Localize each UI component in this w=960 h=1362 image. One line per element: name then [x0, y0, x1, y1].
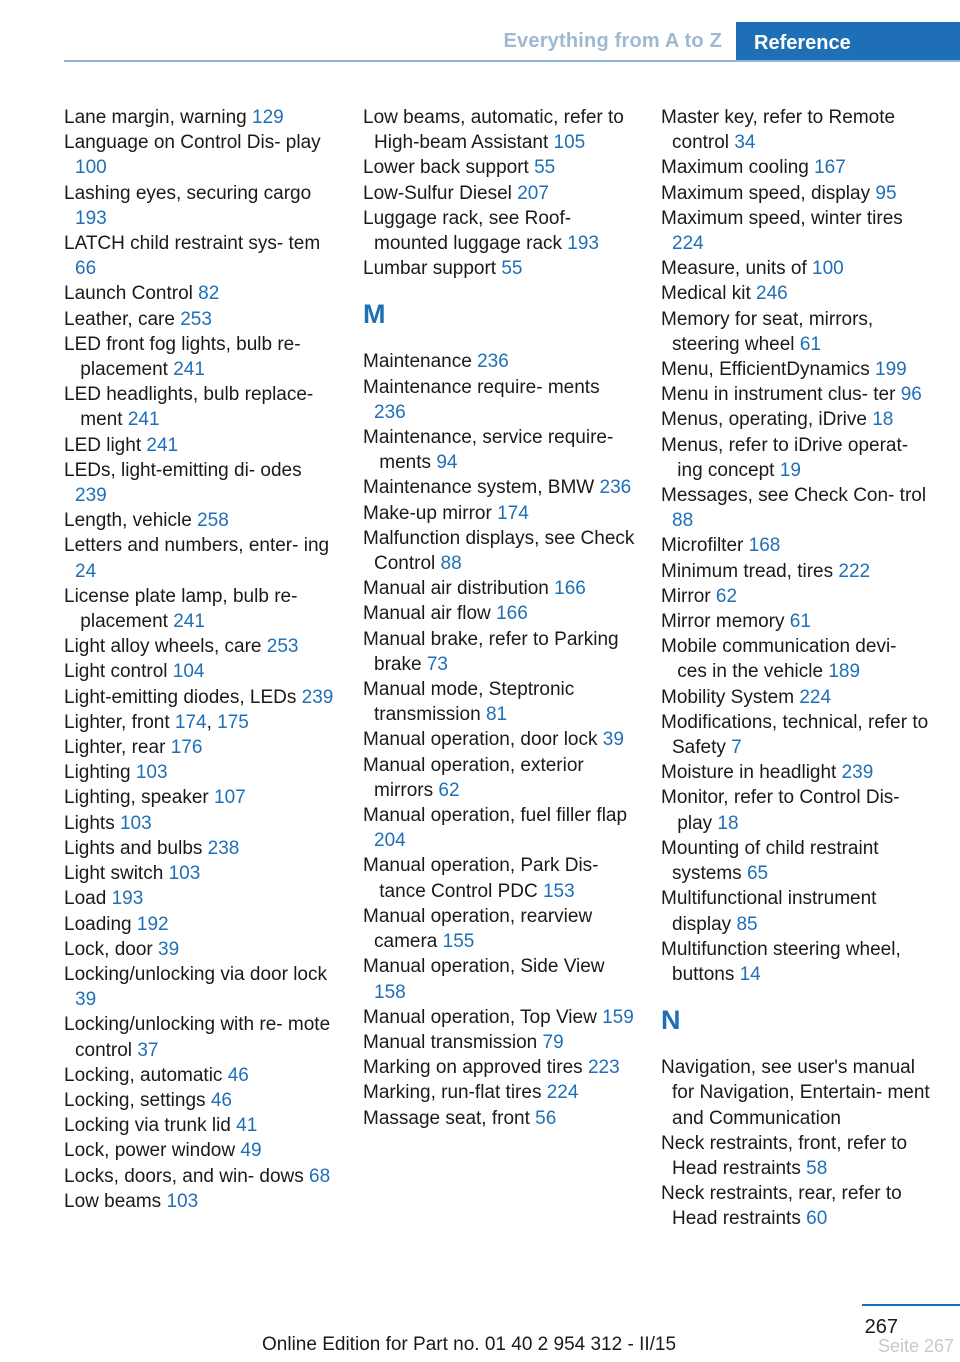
- page-reference-link[interactable]: 81: [485, 704, 508, 726]
- page-reference-link[interactable]: 100: [812, 258, 844, 280]
- index-entry-text: Menus, operating, iDrive: [661, 409, 867, 431]
- index-column-3: [661, 105, 931, 1232]
- index-entry-text: Maintenance: [363, 351, 472, 373]
- page-reference-link[interactable]: 39: [158, 938, 180, 960]
- index-entry-text: Maintenance, service require‐ ments: [363, 427, 614, 474]
- index-entry: [661, 105, 931, 155]
- index-entry: [363, 526, 635, 576]
- index-entry-text: Manual brake, refer to Parking brake: [363, 628, 619, 675]
- page-reference-link[interactable]: 95: [875, 182, 897, 204]
- index-entry-text: Lumbar support: [363, 258, 497, 280]
- page-header: [0, 0, 960, 62]
- index-entry: [661, 634, 931, 684]
- index-entry-text: Microfilter: [661, 535, 744, 557]
- index-entry-text: Monitor, refer to Control Dis‐ play: [661, 787, 900, 834]
- index-entry: [661, 836, 931, 886]
- page-reference-link[interactable]: 174: [497, 502, 529, 524]
- index-entry: [363, 1055, 635, 1080]
- index-entry: [363, 904, 635, 954]
- index-entry: [363, 576, 635, 601]
- index-entry-text: Locking, automatic: [64, 1064, 223, 1086]
- index-entry: [64, 912, 336, 937]
- page-reference-link[interactable]: 103: [168, 863, 201, 885]
- index-entry: [363, 803, 635, 853]
- index-entry-text: Maintenance system, BMW: [363, 477, 595, 499]
- index-entry: [661, 760, 931, 785]
- page-reference-link[interactable]: 96: [900, 384, 922, 406]
- index-entry-text: Lighting, speaker: [64, 787, 209, 809]
- index-entry: [64, 659, 336, 684]
- index-entry-text: Moisture in headlight: [661, 762, 837, 784]
- index-entry-text: Loading: [64, 913, 132, 935]
- index-entry-text: Marking on approved tires: [363, 1057, 583, 1079]
- page-reference-link[interactable]: 236: [374, 401, 406, 423]
- index-entry: [64, 332, 336, 382]
- page-reference-link[interactable]: 88: [440, 553, 462, 575]
- index-entry-text: Manual air distribution: [363, 578, 549, 600]
- page-reference-link[interactable]: 199: [875, 359, 907, 381]
- page-reference-link[interactable]: 7: [731, 737, 742, 759]
- index-entry-text: LEDs, light-emitting di‐ odes: [64, 459, 302, 481]
- index-entry: [64, 1113, 336, 1138]
- page-reference-link[interactable]: 41: [236, 1115, 258, 1137]
- index-entry-text: Manual air flow: [363, 603, 491, 625]
- edition-footer: Online Edition for Part no. 01 40 2 954 312 - II/15: [262, 1334, 677, 1355]
- index-entry-text: Letters and numbers, enter‐ ing: [64, 535, 330, 557]
- index-entry-text: Mirror: [661, 585, 711, 607]
- index-entry-text: Lock, door: [64, 938, 153, 960]
- index-entry: [363, 105, 635, 155]
- index-entry: [661, 937, 931, 987]
- index-entry-text: Menus, refer to iDrive operat‐ ing concept: [661, 434, 909, 481]
- page-reference-link[interactable]: 49: [240, 1140, 262, 1162]
- header-divider: [64, 60, 960, 62]
- page-reference-link[interactable]: 60: [806, 1208, 828, 1230]
- watermark: Seite 267: [877, 1336, 954, 1356]
- index-entry: [64, 1063, 336, 1088]
- page-reference-link[interactable]: 46: [227, 1064, 249, 1086]
- index-entry-text: Modifications, technical, refer to Safety: [661, 711, 929, 759]
- page-reference-link[interactable]: 37: [137, 1039, 159, 1061]
- index-column-1: [64, 105, 336, 1214]
- page-reference-link[interactable]: 236: [599, 477, 632, 499]
- index-entry: [64, 458, 336, 508]
- index-entry: [661, 357, 931, 382]
- index-entry: [64, 130, 336, 180]
- page-reference-link[interactable]: 153: [542, 880, 575, 902]
- index-entry: [64, 281, 336, 306]
- index-entry-text: LED light: [64, 434, 142, 456]
- page-reference-link[interactable]: 253: [180, 308, 212, 330]
- index-entry: [661, 1055, 931, 1131]
- page-reference-link[interactable]: 193: [75, 207, 107, 229]
- index-entry-text: Launch Control: [64, 283, 193, 305]
- index-entry: [363, 425, 635, 475]
- index-entry-text: License plate lamp, bulb re‐ placement: [64, 585, 298, 633]
- index-entry-text: Mobility System: [661, 686, 795, 708]
- index-entry-text: Low-Sulfur Diesel: [363, 182, 512, 204]
- page-reference-link[interactable]: 103: [119, 812, 152, 834]
- index-entry: [64, 584, 336, 634]
- page-reference-link[interactable]: 239: [301, 686, 334, 708]
- page-reference-link[interactable]: 241: [146, 434, 179, 456]
- index-entry-text: Manual operation, Side View: [363, 956, 605, 978]
- index-entry-text: Malfunction displays, see Check Control: [363, 527, 635, 575]
- index-entry: [363, 501, 635, 526]
- index-entry: [64, 760, 336, 785]
- index-entry-text: Lighter, rear: [64, 737, 166, 759]
- index-entry: [661, 533, 931, 558]
- index-entry-text: Manual operation, fuel filler flap: [363, 805, 628, 827]
- index-entry: [661, 382, 931, 407]
- index-entry: [64, 1164, 336, 1189]
- page-reference-link[interactable]: 66: [75, 258, 97, 280]
- index-entry: [64, 1088, 336, 1113]
- index-entry: [363, 475, 635, 500]
- index-entry: [363, 1080, 635, 1105]
- index-entry: [64, 685, 336, 710]
- page-reference-link[interactable]: 18: [872, 409, 894, 431]
- index-entry-text: Locking via trunk lid: [64, 1115, 231, 1137]
- index-entry: [363, 627, 635, 677]
- index-entry-text: Multifunction steering wheel, buttons: [661, 938, 901, 985]
- index-entry-text: Locks, doors, and win‐ dows: [64, 1165, 304, 1187]
- page-reference-link[interactable]: 19: [779, 459, 801, 481]
- index-entry-text: Memory for seat, mirrors, steering wheel: [661, 308, 874, 355]
- page-reference-link[interactable]: 100: [75, 157, 107, 179]
- page-reference-link[interactable]: 58: [806, 1157, 828, 1179]
- page-reference-link[interactable]: 222: [838, 560, 871, 582]
- reference-tab: [736, 22, 960, 62]
- index-entry: [363, 753, 635, 803]
- page-reference-link[interactable]: 79: [542, 1031, 564, 1053]
- index-entry: [363, 1005, 635, 1030]
- reference-tab-label: Reference: [754, 32, 851, 54]
- page-reference-link[interactable]: 65: [746, 863, 769, 885]
- page-reference-link[interactable]: 103: [135, 762, 168, 784]
- index-entry-text: Manual operation, Park Dis‐ tance Control PDC: [363, 855, 599, 902]
- index-entry-text: Language on Control Dis‐ play: [64, 132, 321, 154]
- page-reference-link[interactable]: 55: [501, 258, 523, 280]
- page-reference-link[interactable]: 193: [111, 888, 144, 910]
- page-reference-link[interactable]: 241: [127, 409, 160, 431]
- index-entry: [64, 785, 336, 810]
- page-reference-link[interactable]: 103: [166, 1190, 199, 1212]
- page-reference-link[interactable]: 34: [734, 132, 756, 154]
- index-entry-text: LATCH child restraint sys‐ tem: [64, 233, 321, 255]
- index-entry-text: Manual operation, Top View: [363, 1006, 597, 1028]
- index-entry: [363, 181, 635, 206]
- page-reference-link[interactable]: 159: [602, 1006, 634, 1028]
- page-reference-link[interactable]: 61: [799, 333, 821, 355]
- index-entry: [363, 727, 635, 752]
- index-entry-text: Medical kit: [661, 283, 751, 305]
- page-reference-link[interactable]: 239: [75, 485, 107, 507]
- index-entry-text: Mirror memory: [661, 611, 785, 633]
- index-entry-text: Menu, EfficientDynamics: [661, 359, 870, 381]
- index-entry-text: Marking, run-flat tires: [363, 1082, 542, 1104]
- index-entry-text: Light switch: [64, 863, 164, 885]
- index-entry-text: LED front fog lights, bulb re‐ placement: [64, 333, 301, 381]
- page-reference-link[interactable]: 204: [374, 830, 406, 852]
- index-entry: [64, 735, 336, 760]
- index-entry: Lighter, front 174, 175: [64, 711, 249, 733]
- page-reference-link[interactable]: 155: [442, 931, 475, 953]
- index-entry-text: LED headlights, bulb replace‐ ment: [64, 384, 314, 431]
- index-columns: [64, 105, 960, 1270]
- index-entry: [64, 105, 336, 130]
- page-reference-link[interactable]: 246: [756, 283, 788, 305]
- index-entry: [64, 962, 336, 1012]
- page-reference-link[interactable]: 241: [173, 359, 205, 381]
- index-entry-text: Light control: [64, 661, 168, 683]
- index-entry: [363, 601, 635, 626]
- page-reference-link[interactable]: 168: [748, 535, 781, 557]
- index-entry: [64, 1012, 336, 1062]
- index-entry-text: Maintenance require‐ ments: [363, 376, 600, 398]
- page-reference-link[interactable]: 105: [553, 132, 586, 154]
- index-entry-text: Neck restraints, rear, refer to Head restraints: [661, 1183, 902, 1230]
- index-entry: [661, 584, 931, 609]
- page-reference-link[interactable]: 39: [75, 989, 97, 1011]
- index-entry: [64, 811, 336, 836]
- page-reference-link[interactable]: 129: [252, 107, 284, 128]
- index-entry: [661, 685, 931, 710]
- index-entry-text: Minimum tread, tires: [661, 560, 834, 582]
- page-reference-link[interactable]: 253: [266, 636, 299, 658]
- index-column-2: [363, 105, 635, 1131]
- index-entry-text: Menu in instrument clus‐ ter: [661, 384, 896, 406]
- index-entry-text: Maximum speed, display: [661, 182, 871, 204]
- index-entry-text: Measure, units of: [661, 258, 807, 280]
- page-reference-link[interactable]: 166: [496, 603, 528, 625]
- page-reference-link[interactable]: 193: [567, 233, 599, 255]
- page-number: 267: [864, 1316, 898, 1338]
- index-entry: [661, 1181, 931, 1231]
- page-reference-link[interactable]: 24: [75, 560, 97, 582]
- index-entry: [661, 785, 931, 835]
- index-entry-text: Maximum speed, winter tires: [661, 207, 903, 229]
- index-entry-text: Leather, care: [64, 308, 175, 330]
- index-entry: [64, 508, 336, 533]
- page-reference-link[interactable]: 104: [172, 661, 205, 683]
- page-reference-link[interactable]: 175: [217, 711, 249, 733]
- index-entry-text: Locking/unlocking with re‐ mote control: [64, 1014, 331, 1061]
- index-entry: [64, 181, 336, 231]
- index-entry-text: Neck restraints, front, refer to Head restraints: [661, 1132, 908, 1179]
- index-entry: [363, 349, 635, 374]
- index-entry-text: Locking/unlocking via door lock: [64, 963, 327, 985]
- index-entry-text: Lock, power window: [64, 1140, 236, 1162]
- index-entry: [661, 206, 931, 256]
- index-entry-text: Messages, see Check Con‐ trol: [661, 485, 927, 507]
- index-entry: [363, 375, 635, 425]
- index-entry: [64, 1189, 336, 1214]
- page-reference-link[interactable]: 55: [534, 157, 556, 179]
- index-letter-heading: N: [661, 1005, 681, 1036]
- page-reference-link[interactable]: 82: [198, 283, 220, 305]
- page-reference-link[interactable]: 223: [587, 1057, 620, 1079]
- page-reference-link[interactable]: 189: [828, 661, 861, 683]
- index-entry-text: Maximum cooling: [661, 157, 809, 179]
- page-reference-link[interactable]: 174: [174, 711, 207, 733]
- index-entry-text: Locking, settings: [64, 1089, 206, 1111]
- page-reference-link[interactable]: 224: [799, 686, 832, 708]
- index-entry-text: Light-emitting diodes, LEDs: [64, 686, 297, 708]
- page-reference-link[interactable]: 224: [546, 1082, 579, 1104]
- index-entry: [64, 231, 336, 281]
- page-reference-link[interactable]: 94: [436, 452, 458, 474]
- page-reference-link[interactable]: 158: [374, 981, 406, 1003]
- page-reference-link[interactable]: 107: [214, 787, 246, 809]
- page-reference-link[interactable]: 88: [672, 510, 694, 532]
- index-entry: [64, 937, 336, 962]
- page-reference-link[interactable]: 56: [535, 1107, 557, 1129]
- page-reference-link[interactable]: 238: [207, 837, 240, 859]
- index-entry-text: Massage seat, front: [363, 1107, 530, 1129]
- index-entry: [661, 483, 931, 533]
- index-entry: [64, 886, 336, 911]
- page-reference-link[interactable]: 224: [672, 233, 704, 255]
- index-entry-text: Manual operation, door lock: [363, 729, 598, 751]
- page-reference-link[interactable]: 73: [426, 653, 448, 675]
- index-letter-heading: M: [363, 299, 386, 330]
- index-entry: [363, 853, 635, 903]
- index-entry: [661, 307, 931, 357]
- page-reference-link[interactable]: 46: [210, 1089, 232, 1111]
- index-entry: [64, 307, 336, 332]
- index-entry: [64, 1138, 336, 1163]
- index-entry-text: Length, vehicle: [64, 510, 192, 532]
- page-reference-link[interactable]: 14: [739, 963, 761, 985]
- index-entry: [363, 1106, 635, 1131]
- page-reference-link[interactable]: 61: [789, 611, 811, 633]
- index-entry-text: Luggage rack, see Roof-mounted luggage rack: [363, 207, 572, 255]
- index-entry: [64, 533, 336, 583]
- page-reference-link[interactable]: 192: [136, 913, 169, 935]
- index-entry-text: Lane margin, warning: [64, 107, 247, 128]
- index-entry: [363, 1030, 635, 1055]
- index-entry: [661, 181, 931, 206]
- index-entry-text: Lighting: [64, 762, 131, 784]
- page-reference-link[interactable]: 62: [715, 585, 738, 607]
- index-entry-text: Load: [64, 888, 107, 910]
- index-entry-text: Manual transmission: [363, 1031, 538, 1053]
- page-reference-link[interactable]: 258: [197, 510, 229, 532]
- page-reference-link[interactable]: 236: [477, 351, 509, 373]
- index-entry: [64, 433, 336, 458]
- index-entry-text: Light alloy wheels, care: [64, 636, 262, 658]
- index-entry: [661, 609, 931, 634]
- index-entry: [363, 677, 635, 727]
- index-entry-text: Mounting of child restraint systems: [661, 837, 879, 885]
- index-entry-text: Lower back support: [363, 157, 529, 179]
- index-entry-text: Navigation, see user's manual for Navigation, Entertain‐ ment and Communication: [661, 1057, 930, 1129]
- page-reference-link[interactable]: 166: [554, 578, 586, 600]
- index-entry: [64, 634, 336, 659]
- index-entry-text: Low beams: [64, 1190, 162, 1212]
- page-reference-link[interactable]: 18: [717, 812, 739, 834]
- index-entry: [64, 836, 336, 861]
- index-entry-text: Manual operation, exterior mirrors: [363, 754, 584, 801]
- section-title: Everything from A to Z: [503, 30, 722, 52]
- index-entry-text: Mobile communication devi‐ ces in the vehicle: [661, 636, 897, 683]
- index-entry-text: Lights: [64, 812, 115, 834]
- index-entry: [661, 1131, 931, 1181]
- index-entry: [64, 382, 336, 432]
- page-reference-link[interactable]: 62: [438, 779, 460, 801]
- index-entry: [661, 710, 931, 760]
- index-entry-text: Make-up mirror: [363, 502, 492, 524]
- index-entry-text: Lashing eyes, securing cargo: [64, 182, 312, 204]
- index-entry: [661, 407, 931, 432]
- index-entry: [363, 954, 635, 1004]
- index-entry-text: Manual mode, Steptronic transmission: [363, 679, 575, 726]
- index-entry-text: Multifunctional instrument display: [661, 888, 877, 935]
- index-entry: [64, 861, 336, 886]
- index-entry-text: Lighter, front: [64, 711, 170, 733]
- index-entry: [661, 886, 931, 936]
- index-entry-text: Master key, refer to Remote control: [661, 107, 896, 154]
- index-entry: [661, 559, 931, 584]
- index-entry-text: Manual operation, rearview camera: [363, 905, 593, 953]
- page-reference-link[interactable]: 239: [841, 762, 874, 784]
- page-reference-link[interactable]: 241: [173, 611, 205, 633]
- page-reference-link[interactable]: 176: [170, 737, 203, 759]
- index-entry: [661, 256, 931, 281]
- index-entry: [661, 155, 931, 180]
- index-entry-text: Low beams, automatic, refer to High-beam Assistant: [363, 107, 624, 154]
- page-reference-link[interactable]: 85: [736, 913, 758, 935]
- index-entry: [363, 155, 635, 180]
- footer-divider: [862, 1304, 960, 1306]
- page-reference-link[interactable]: 167: [814, 157, 846, 179]
- index-entry: [363, 206, 635, 256]
- index-entry: [661, 433, 931, 483]
- page-reference-link[interactable]: 39: [602, 729, 624, 751]
- index-entry: [363, 256, 635, 281]
- index-entry: [661, 281, 931, 306]
- page-reference-link[interactable]: 68: [309, 1165, 331, 1187]
- index-entry-text: Lights and bulbs: [64, 837, 203, 859]
- page-reference-link[interactable]: 207: [517, 182, 549, 204]
